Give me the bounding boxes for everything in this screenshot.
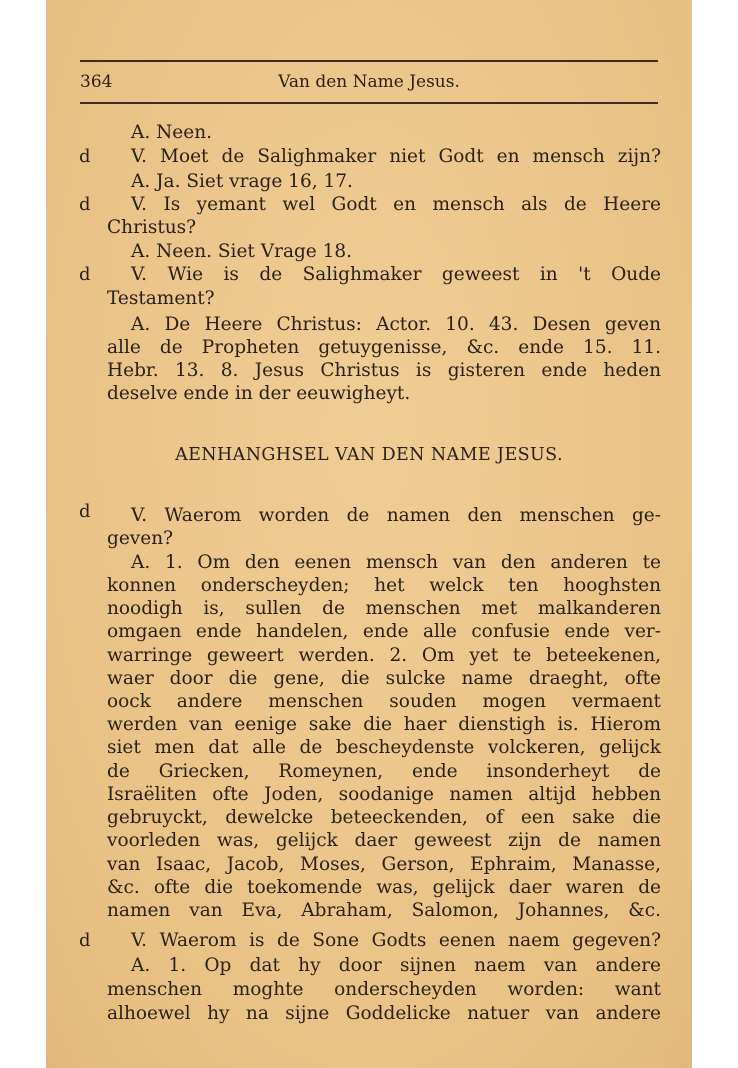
text-line: omgaen ende handelen, ende alle confusie ende ver-: [107, 621, 661, 642]
text-line: de Griecken, Romeynen, ende insonderheyt de: [107, 761, 661, 782]
text-line: A. 1. Op dat hy door sijnen naem van andere: [131, 955, 661, 976]
running-title: Van den Name Jesus.: [278, 72, 460, 92]
text-line: konnen onderscheyden; het welck ten hooghsten: [107, 575, 661, 596]
text-line: Christus?: [107, 217, 197, 238]
text-line: V. Waerom worden de namen den menschen ge-: [131, 505, 661, 526]
text-line: V. Moet de Salighmaker niet Godt en mensch zijn?: [131, 146, 661, 167]
text-line: &c. ofte die toekomende was, gelijck daer waren de: [107, 877, 661, 898]
page-number: 364: [80, 72, 113, 92]
text-line: alle de Propheten getuygenisse, &c. ende 15. 11.: [107, 337, 661, 358]
section-heading: AENHANGHSEL VAN DEN NAME JESUS.: [175, 445, 563, 465]
text-line: siet men dat alle de bescheydenste volckeren, gelijck: [107, 737, 661, 758]
margin-mark: d: [79, 264, 91, 285]
page-header: [80, 70, 658, 96]
text-line: van Isaac, Jacob, Moses, Gerson, Ephraim, Manasse,: [107, 854, 661, 875]
text-line: gebruyckt, dewelcke beteeckenden, of een sake die: [107, 807, 661, 828]
text-line: alhoewel hy na sijne Goddelicke natuer van andere: [107, 1003, 661, 1024]
text-line: namen van Eva, Abraham, Salomon, Johannes, &c.: [107, 900, 661, 921]
text-line: Testament?: [107, 288, 215, 309]
text-line: A. De Heere Christus: Actor. 10. 43. Desen geven: [131, 314, 661, 335]
text-line: oock andere menschen souden mogen vermaent: [107, 691, 661, 712]
margin-mark: d: [79, 194, 91, 215]
text-line: werden van eenige sake die haer dienstigh is. Hierom: [107, 714, 661, 735]
text-line: waer door die gene, die sulcke name draeght, ofte: [107, 668, 661, 689]
text-line: A. Neen.: [131, 122, 213, 143]
text-line: Hebr. 13. 8. Jesus Christus is gisteren ende heden: [107, 360, 661, 381]
text-line: V. Is yemant wel Godt en mensch als de Heere: [131, 194, 661, 215]
text-line: menschen moghte onderscheyden worden: want: [107, 979, 661, 1000]
text-line: voorleden was, gelijck daer geweest zijn de namen: [107, 830, 661, 851]
text-line: V. Waerom is de Sone Godts eenen naem gegeven?: [131, 930, 661, 951]
margin-mark: d: [79, 146, 91, 167]
text-line: noodigh is, sullen de menschen met malkanderen: [107, 598, 661, 619]
text-line: A. Neen. Siet Vrage 18.: [131, 241, 353, 262]
text-line: A. Ja. Siet vrage 16, 17.: [131, 171, 353, 192]
text-line: Israëliten ofte Joden, soodanige namen altijd hebben: [107, 784, 661, 805]
header-bottom-rule: [80, 102, 658, 104]
text-line: V. Wie is de Salighmaker geweest in 't Oude: [131, 264, 661, 285]
margin-mark: d: [79, 501, 91, 522]
margin-mark: d: [79, 930, 91, 951]
text-line: warringe geweert werden. 2. Om yet te beteekenen,: [107, 645, 661, 666]
text-line: geven?: [107, 528, 174, 549]
text-line: deselve ende in der eeuwigheyt.: [107, 383, 411, 404]
text-line: A. 1. Om den eenen mensch van den anderen te: [131, 552, 661, 573]
header-top-rule: [80, 60, 658, 62]
